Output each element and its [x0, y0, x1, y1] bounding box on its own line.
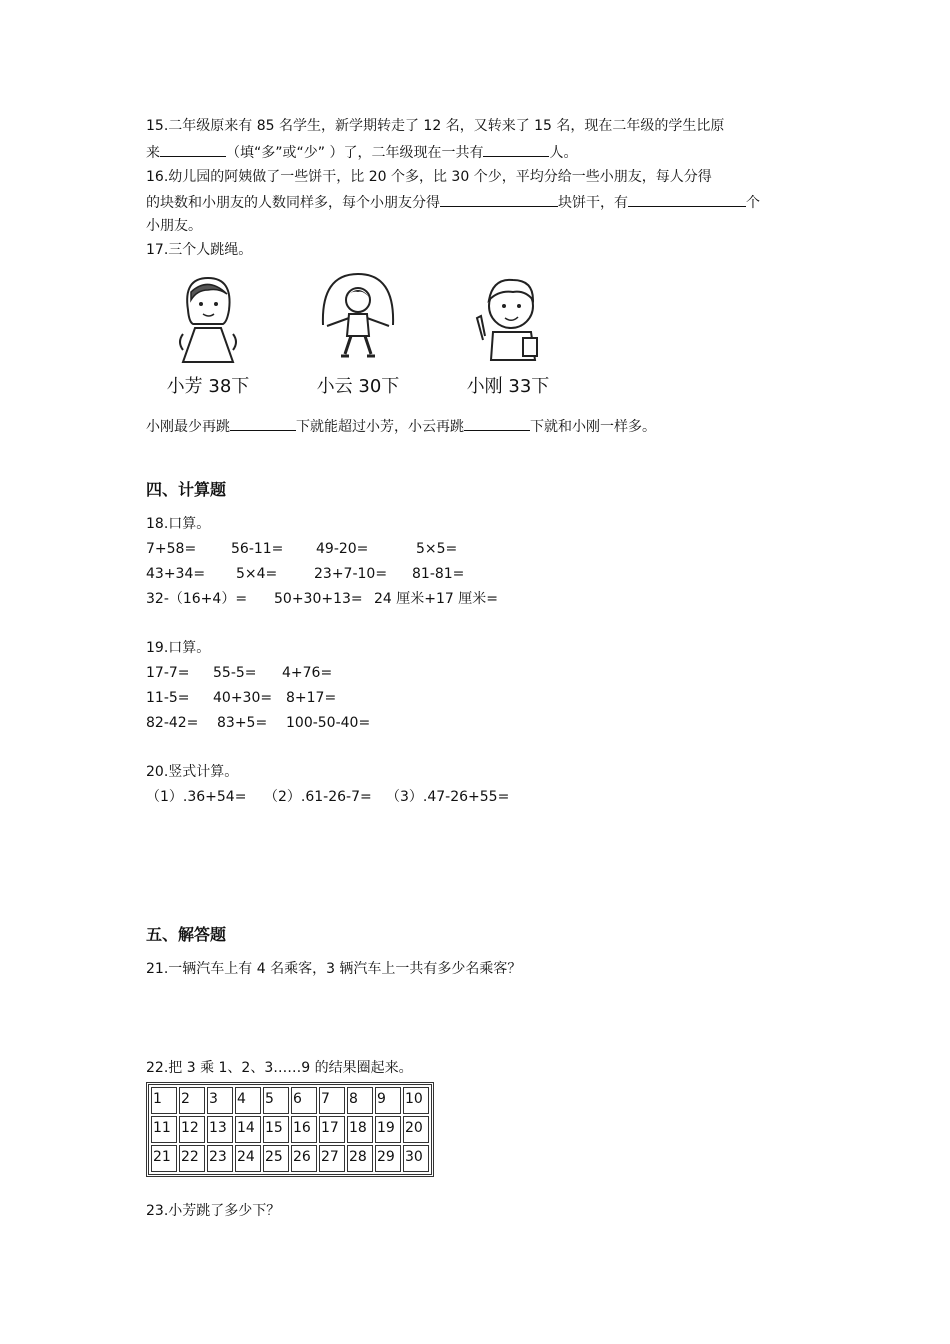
number-grid — [146, 1082, 434, 1177]
q20-title: 20.竖式计算。 — [146, 764, 239, 780]
q16-line3: 小朋友。 — [146, 218, 202, 234]
calc-item: 82-42= — [146, 715, 199, 731]
boy-icon — [463, 270, 553, 366]
q17-text-a: 小刚最少再跳 — [146, 419, 230, 435]
kid-caption: 小云 30下 — [316, 376, 400, 397]
grid-cell[interactable]: 26 — [291, 1145, 317, 1172]
calc-item: （2）.61-26-7= — [264, 789, 372, 805]
q15-text-a: 来 — [146, 145, 160, 161]
q15-text-c: 人。 — [549, 145, 578, 161]
grid-cell[interactable]: 24 — [235, 1145, 261, 1172]
grid-cell[interactable]: 19 — [375, 1116, 401, 1143]
calc-item: 43+34= — [146, 566, 206, 582]
grid-cell[interactable]: 29 — [375, 1145, 401, 1172]
calc-item: （3）.47-26+55= — [386, 789, 510, 805]
q21-text: 21.一辆汽车上有 4 名乘客，3 辆汽车上一共有多少名乘客？ — [146, 961, 522, 977]
grid-row — [151, 1087, 429, 1114]
calc-item: 17-7= — [146, 665, 190, 681]
calc-item: （1）.36+54= — [146, 789, 247, 805]
calc-item: 56-11= — [231, 541, 284, 557]
q16-text-b: 块饼干，有 — [558, 195, 628, 211]
kid-xiaoyun — [298, 270, 418, 398]
grid-cell[interactable]: 30 — [403, 1145, 429, 1172]
q19-row-2 — [146, 688, 336, 708]
q16-blank-2[interactable] — [628, 192, 746, 207]
grid-row — [151, 1116, 429, 1143]
q17-text-c: 下就和小刚一样多。 — [530, 419, 656, 435]
section4-title: 四、计算题 — [146, 480, 227, 499]
calc-item: 55-5= — [213, 665, 257, 681]
q16-line2 — [146, 192, 760, 213]
grid-cell[interactable]: 4 — [235, 1087, 261, 1114]
jumping-boy-icon — [313, 270, 403, 366]
grid-cell[interactable]: 1 — [151, 1087, 177, 1114]
grid-cell[interactable]: 7 — [319, 1087, 345, 1114]
grid-cell[interactable]: 5 — [263, 1087, 289, 1114]
calc-item: 49-20= — [316, 541, 369, 557]
q17-question — [146, 416, 656, 437]
kid-caption: 小芳 38下 — [166, 376, 250, 397]
q16-text-c: 个 — [746, 195, 760, 211]
grid-cell[interactable]: 22 — [179, 1145, 205, 1172]
grid-cell[interactable]: 14 — [235, 1116, 261, 1143]
q22-text: 22.把 3 乘 1、2、3……9 的结果圈起来。 — [146, 1060, 413, 1076]
q15-line2 — [146, 142, 577, 163]
grid-cell[interactable]: 27 — [319, 1145, 345, 1172]
grid-cell[interactable]: 2 — [179, 1087, 205, 1114]
q18-row-3 — [146, 589, 498, 609]
q19-row-1 — [146, 663, 332, 683]
q15-blank-2[interactable] — [483, 142, 549, 157]
grid-cell[interactable]: 12 — [179, 1116, 205, 1143]
calc-item: 83+5= — [217, 715, 268, 731]
q16-line1: 16.幼儿园的阿姨做了一些饼干，比 20 个多，比 30 个少，平均分给一些小朋友，每人分得 — [146, 169, 712, 185]
girl-icon — [163, 270, 253, 366]
grid-cell[interactable]: 28 — [347, 1145, 373, 1172]
grid-cell[interactable]: 18 — [347, 1116, 373, 1143]
grid-row — [151, 1145, 429, 1172]
q18-row-1 — [146, 539, 457, 559]
q19-title: 19.口算。 — [146, 640, 211, 656]
calc-item: 7+58= — [146, 541, 197, 557]
kid-xiaogang — [448, 270, 568, 398]
calc-item: 5×4= — [236, 566, 278, 582]
q17-title: 17.三个人跳绳。 — [146, 242, 253, 258]
grid-cell[interactable]: 10 — [403, 1087, 429, 1114]
calc-item: 50+30+13= — [274, 591, 363, 607]
kid-xiaofang — [148, 270, 268, 398]
q16-blank-1[interactable] — [440, 192, 558, 207]
calc-item: 8+17= — [286, 690, 337, 706]
section5-title: 五、解答题 — [146, 925, 227, 944]
grid-cell[interactable]: 23 — [207, 1145, 233, 1172]
q17-blank-1[interactable] — [230, 416, 296, 431]
q15-blank-1[interactable] — [160, 142, 226, 157]
grid-cell[interactable]: 6 — [291, 1087, 317, 1114]
grid-cell[interactable]: 9 — [375, 1087, 401, 1114]
grid-cell[interactable]: 25 — [263, 1145, 289, 1172]
q23-text: 23.小芳跳了多少下？ — [146, 1203, 281, 1219]
q16-text-a: 的块数和小朋友的人数同样多，每个小朋友分得 — [146, 195, 440, 211]
q17-text-b: 下就能超过小芳，小云再跳 — [296, 419, 464, 435]
q18-title: 18.口算。 — [146, 516, 211, 532]
grid-cell[interactable]: 3 — [207, 1087, 233, 1114]
grid-cell[interactable]: 21 — [151, 1145, 177, 1172]
calc-item: 81-81= — [412, 566, 465, 582]
grid-cell[interactable]: 8 — [347, 1087, 373, 1114]
q19-row-3 — [146, 713, 370, 733]
calc-item: 100-50-40= — [286, 715, 371, 731]
calc-item: 32-（16+4）= — [146, 591, 248, 607]
q17-blank-2[interactable] — [464, 416, 530, 431]
grid-cell[interactable]: 11 — [151, 1116, 177, 1143]
kid-caption: 小刚 33下 — [466, 376, 550, 397]
calc-item: 23+7-10= — [314, 566, 388, 582]
q15-line1: 15.二年级原来有 85 名学生，新学期转走了 12 名，又转来了 15 名，现在二年级的学生比原 — [146, 118, 725, 134]
q15-text-b: （填“多”或“少” ）了，二年级现在一共有 — [226, 145, 484, 161]
calc-item: 5×5= — [416, 541, 458, 557]
calc-item: 24 厘米+17 厘米= — [374, 591, 498, 607]
grid-cell[interactable]: 15 — [263, 1116, 289, 1143]
calc-item: 4+76= — [282, 665, 333, 681]
grid-cell[interactable]: 16 — [291, 1116, 317, 1143]
grid-cell[interactable]: 20 — [403, 1116, 429, 1143]
q20-items — [146, 787, 509, 807]
calc-item: 11-5= — [146, 690, 190, 706]
grid-cell[interactable]: 13 — [207, 1116, 233, 1143]
calc-item: 40+30= — [213, 690, 273, 706]
grid-cell[interactable]: 17 — [319, 1116, 345, 1143]
q18-row-2 — [146, 564, 464, 584]
